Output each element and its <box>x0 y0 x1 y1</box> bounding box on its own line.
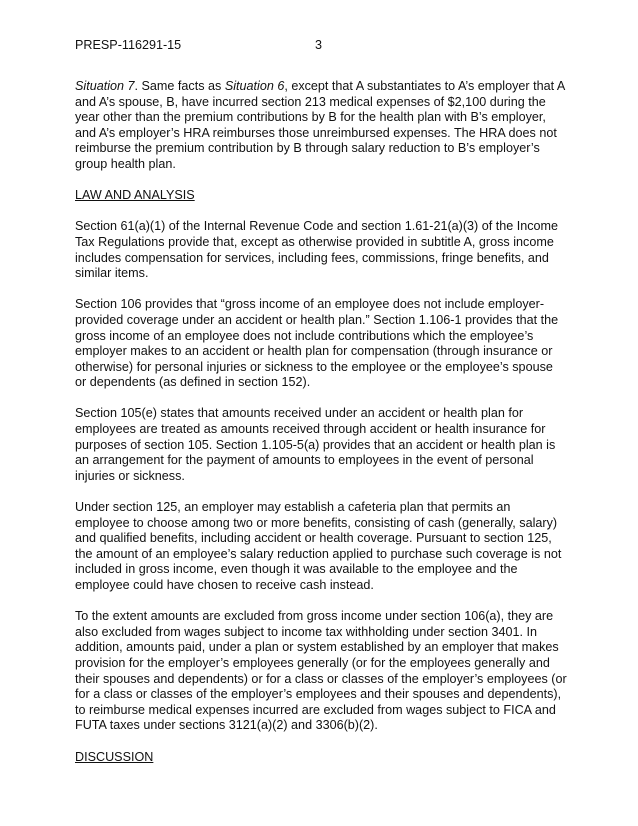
discussion-heading: DISCUSSION <box>75 749 154 764</box>
paragraph-section-61: Section 61(a)(1) of the Internal Revenue Code and section 1.61-21(a)(3) of the Income Tax Regulations provide that, except as otherwise provided in subtitle A, gross income includes compensation for services, including fees, commissions, fringe benefits, and similar items. <box>75 219 559 281</box>
paragraph-section-125: Under section 125, an employer may establish a cafeteria plan that permits an employee to choose among two or more benefits, consisting of cash (generally, salary) and qualified benefits, including accident or health coverage. Pursuant to section 125, the amount of an employee’s salary reduction applied to purchase such coverage is not included in gross income, even though it was available to the employee and the employee could have chosen to receive cash instead. <box>75 500 562 592</box>
page-number: 3 <box>315 38 323 52</box>
paragraph-section-105: Section 105(e) states that amounts received under an accident or health plan for employees are treated as amounts received through accident or health insurance for purposes of section 105. Section 1.105-5(a) provides that an accident or health plan is an arrangement for the payment of amounts to employees in the event of personal injuries or sickness. <box>75 406 556 483</box>
document-body <box>75 79 567 781</box>
situation-label: Situation 7 <box>75 79 135 93</box>
situation-text-2: , except that A substantiates to A’s employer that A and A’s spouse, B, have incurred section 213 medical expenses of $2,100 during the year other than the premium contributions by B for the health plan with B’s employer, and A’s employer’s HRA reimburses those unreimbursed expenses. The HRA does not reimburse the premium contribution by B through salary reduction to B’s employer’s group health plan. <box>75 79 565 171</box>
law-and-analysis-heading: LAW AND ANALYSIS <box>75 188 195 203</box>
paragraph-section-106: Section 106 provides that “gross income of an employee does not include employer-provided coverage under an accident or health plan.” Section 1.106-1 provides that the gross income of an employee does not include contributions which the employee’s employer makes to an accident or health plan for compensation (through insurance or otherwise) for personal injuries or sickness to the employee or the employee’s spouse or dependents (as defined in section 152). <box>75 297 559 390</box>
paragraph-wages-exclusion: To the extent amounts are excluded from gross income under section 106(a), they are also excluded from wages subject to income tax withholding under section 3401. In addition, amounts paid, under a plan or system established by an employer that makes provision for the employer’s employees generally (or for the employees generally and their spouses and dependents) or for a class or classes of the employer’s employees (or for a class or classes of the employer’s employees and their spouses and dependents), to reimburse medical expenses incurred are excluded from wages subject to FICA and FUTA taxes under sections 3121(a)(2) and 3306(b)(2). <box>75 609 567 733</box>
situation-text-1: . Same facts as <box>134 79 225 93</box>
situation-paragraph <box>75 79 567 173</box>
situation-reference: Situation 6 <box>224 79 285 93</box>
document-id: PRESP-116291-15 <box>75 38 182 52</box>
